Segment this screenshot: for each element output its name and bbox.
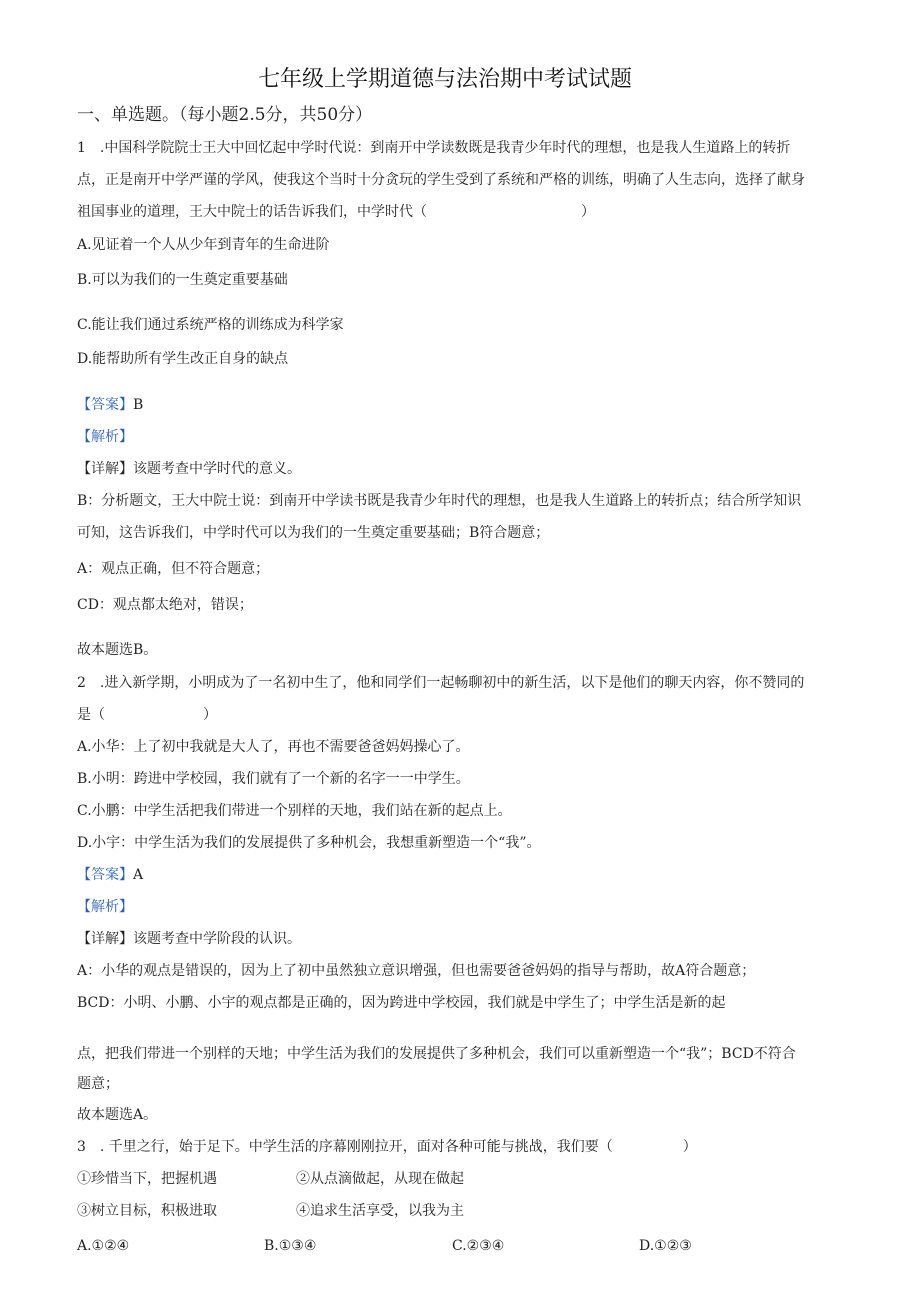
question-text: 祖国事业的道理，王大中院士的话告诉我们，中学时代（ ） [77, 204, 595, 220]
option-d: D.①②③ [639, 1238, 692, 1254]
detail-text: 该题考查中学时代的意义。 [133, 461, 301, 477]
analysis-text: CD：观点都太绝对，错误； [77, 597, 253, 613]
answer-line [77, 396, 143, 414]
section-heading: 一、单选题。（每小题2.5分，共50分） [77, 105, 373, 125]
analysis-text: 故本题选A。 [77, 1107, 158, 1123]
option-a: A.①②④ [77, 1238, 130, 1254]
option-c: C.小鹏：中学生活把我们带进一个别样的天地，我们站在新的起点上。 [77, 803, 512, 819]
analysis-tag: 【解析】 [77, 429, 133, 445]
analysis-text: BCD：小明、小鹏、小宇的观点都是正确的，因为跨进中学校园，我们就是中学生了；中学生活是新的起 [77, 995, 726, 1011]
statement-1: ①珍惜当下，把握机遇 [77, 1171, 217, 1187]
detail-text: 该题考查中学阶段的认识。 [133, 931, 301, 947]
answer-value: A [133, 867, 144, 883]
analysis-text: 故本题选B。 [77, 642, 158, 658]
statement-2: ②从点滴做起，从现在做起 [296, 1171, 464, 1187]
answer-tag: 【答案】 [77, 867, 133, 883]
question-text: 点，正是南开中学严谨的学风，使我这个当时十分贪玩的学生受到了系统和严格的训练，明确了人生志向，选择了献身 [77, 172, 805, 188]
answer-tag: 【答案】 [77, 397, 133, 413]
analysis-text: B：分析题文，王大中院士说：到南开中学读书既是我青少年时代的理想，也是我人生道路上的转折点；结合所学知识 [77, 493, 802, 509]
option-c: C.能让我们通过系统严格的训练成为科学家 [77, 317, 344, 333]
option-a: A.见证着一个人从少年到青年的生命进阶 [77, 237, 330, 253]
option-b: B.可以为我们的一生奠定重要基础 [77, 272, 288, 288]
analysis-tag: 【解析】 [77, 899, 133, 915]
option-c: C.②③④ [452, 1238, 505, 1254]
detail-tag: 【详解】 [77, 931, 133, 947]
option-a: A.小华：上了初中我就是大人了，再也不需要爸爸妈妈操心了。 [77, 739, 470, 755]
detail-line [77, 460, 301, 478]
answer-value: B [133, 397, 144, 413]
question-text: 1 .中国科学院院士王大中回忆起中学时代说：到南开中学读数既是我青少年时代的理想，也是我人生道路上的转折 [77, 140, 791, 156]
option-d: D.小宇：中学生活为我们的发展提供了多种机会，我想重新塑造一个“我”。 [77, 835, 541, 851]
detail-tag: 【详解】 [77, 461, 133, 477]
analysis-text: A：观点正确，但不符合题意； [77, 561, 270, 577]
option-d: D.能帮助所有学生改正自身的缺点 [77, 351, 289, 367]
option-b: B.①③④ [264, 1238, 317, 1254]
statement-4: ④追求生活享受，以我为主 [296, 1203, 464, 1219]
question-text: 2 .进入新学期，小明成为了一名初中生了，他和同学们一起畅聊初中的新生活，以下是他们的聊天内容，你不赞同的 [77, 675, 805, 691]
analysis-text: 点，把我们带进一个别样的天地；中学生活为我们的发展提供了多种机会，我们可以重新塑造一个“我”；BCD不符合 [77, 1046, 796, 1062]
analysis-text: 题意； [77, 1076, 119, 1092]
option-b: B.小明：跨进中学校园，我们就有了一个新的名字一一中学生。 [77, 771, 470, 787]
statement-3: ③树立目标，积极进取 [77, 1203, 217, 1219]
analysis-text: 可知，这告诉我们，中学时代可以为我们的一生奠定重要基础；B符合题意； [77, 525, 550, 541]
page-title: 七年级上学期道德与法治期中考试试题 [258, 67, 633, 92]
answer-line [77, 866, 143, 884]
detail-line [77, 930, 301, 948]
analysis-text: A：小华的观点是错误的，因为上了初中虽然独立意识增强，但也需要爸爸妈妈的指导与帮助，故A符合题意； [77, 963, 756, 979]
question-text: 3 . 千里之行，始于足下。中学生活的序幕刚刚拉开，面对各种可能与挑战，我们要（ ） [77, 1139, 697, 1155]
question-text: 是（ ） [77, 707, 217, 723]
